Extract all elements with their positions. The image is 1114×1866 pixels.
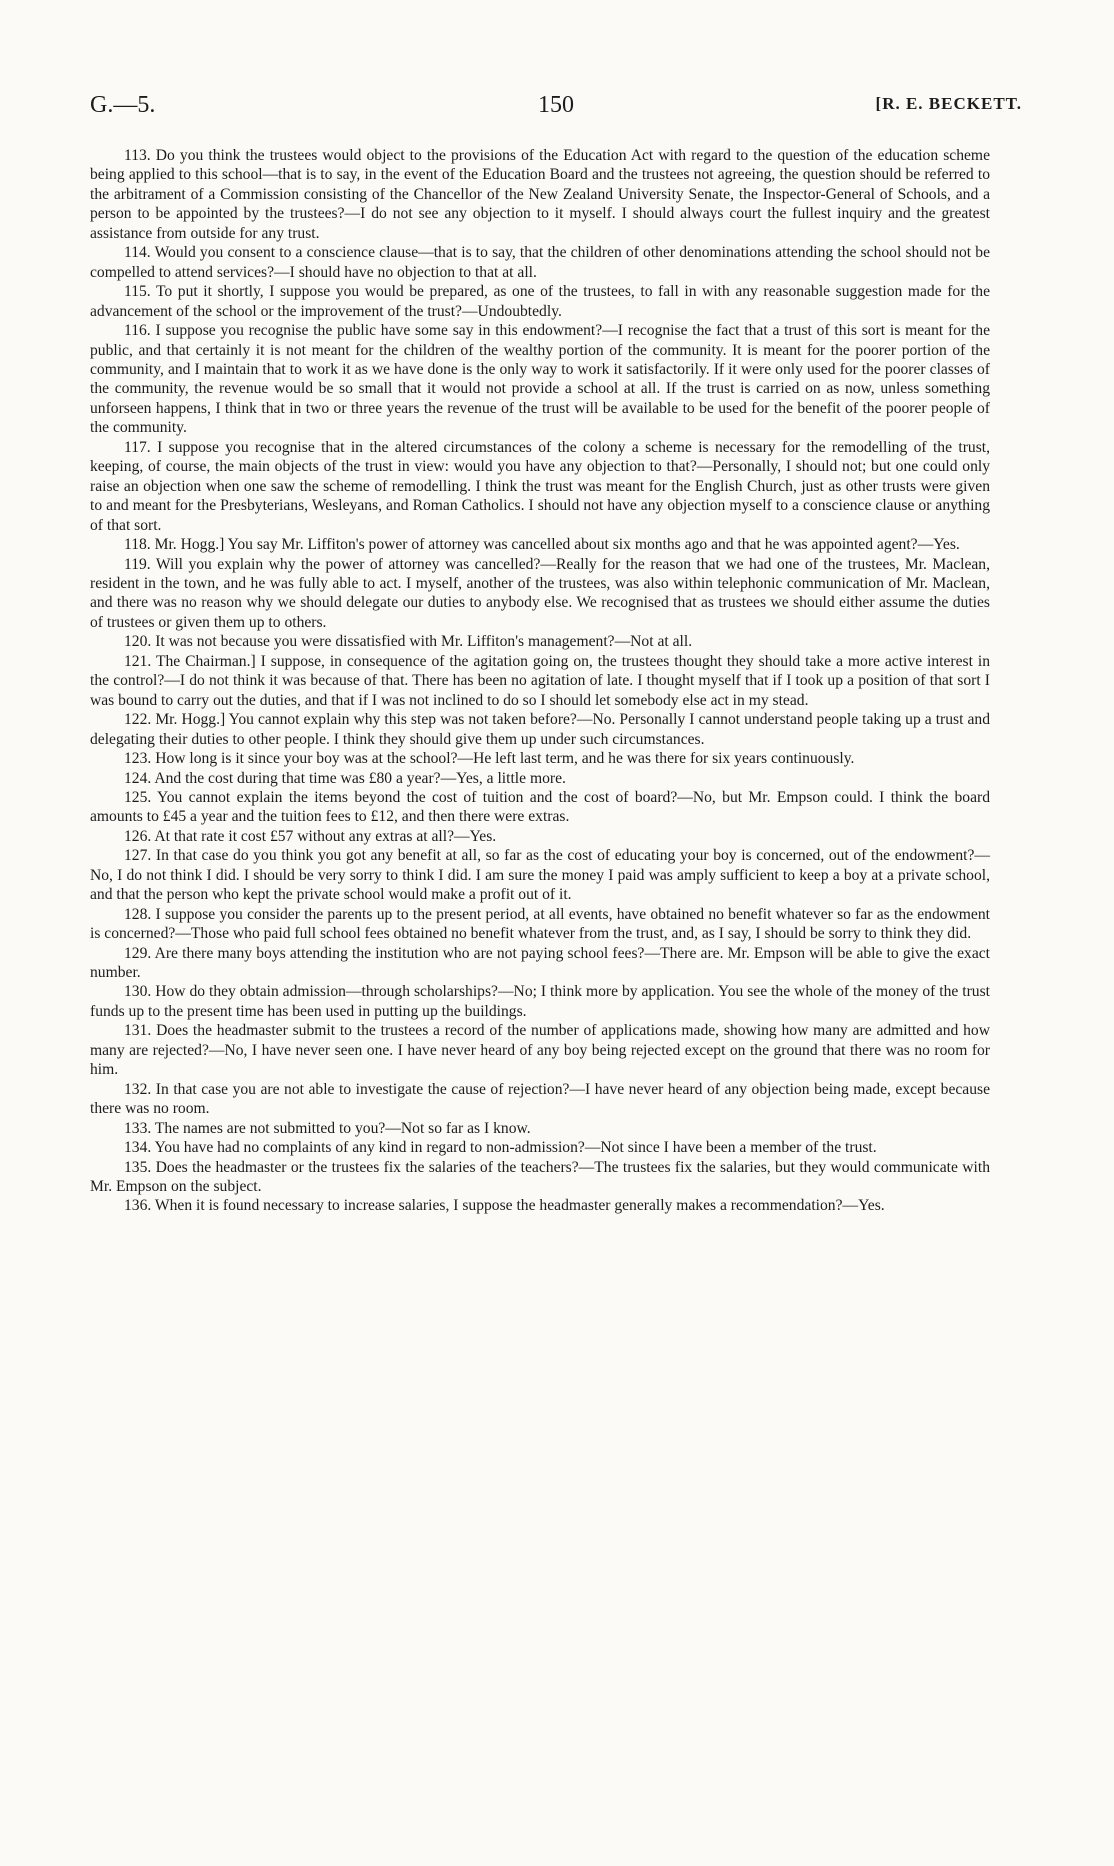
paragraph-128: 128. I suppose you consider the parents up to the present period, at all events, have obtained no benefit whatever so far as the endowment is concerned?—Those who paid full school fees obtained no benefit whatever from the trust, and, as I say, I should be sorry to think they did.	[90, 905, 990, 943]
paragraph-125: 125. You cannot explain the items beyond the cost of tuition and the cost of board?—No, but Mr. Empson could. I think the board amounts to £45 a year and the tuition fees to £12, and then there were extras.	[90, 788, 990, 826]
paragraph-135: 135. Does the headmaster or the trustees fix the salaries of the teachers?—The trustees fix the salaries, but they would communicate with Mr. Empson on the subject.	[90, 1158, 990, 1196]
paragraph-120: 120. It was not because you were dissatisfied with Mr. Liffiton's management?—Not at all.	[124, 633, 693, 651]
page-body	[90, 146, 990, 1216]
paragraph-126: 126. At that rate it cost £57 without any extras at all?—Yes.	[124, 827, 497, 845]
paragraph-133: 133. The names are not submitted to you?—Not so far as I know.	[124, 1119, 531, 1137]
paragraph-118: 118. Mr. Hogg.] You say Mr. Liffiton's power of attorney was cancelled about six months ago and that he was appointed agent?—Yes.	[124, 536, 960, 554]
page-header	[90, 92, 1022, 126]
paragraph-127: 127. In that case do you think you got any benefit at all, so far as the cost of educating your boy is concerned, out of the endowment?—No, I do not think I did. I should be very sorry to think I did. I am sure the money I paid was amply sufficient to keep a boy at a private school, and that the person who kept the private school would make a profit out of it.	[90, 847, 990, 904]
paragraph-113: 113. Do you think the trustees would object to the provisions of the Education Act with regard to the question of the education scheme being applied to this school—that is to say, in the event of the Education Board and the trustees not agreeing, the question should be referred to the arbitrament of a Commission consisting of the Chancellor of the New Zealand University Senate, the Inspector-General of Schools, and a person to be appointed by the trustees?—I do not see any objection to it myself. I should always court the fullest inquiry and the greatest assistance from outside for any trust.	[90, 147, 990, 242]
paragraph-117: 117. I suppose you recognise that in the altered circumstances of the colony a scheme is necessary for the remodelling of the trust, keeping, of course, the main objects of the trust in view: would you have any objection to that?—Personally, I should not; but one could only raise an objection when one saw the scheme of remodelling. I think the trust was meant for the English Church, just as other trusts were given to and meant for the Presbyterians, Wesleyans, and Roman Catholics. I should not have any objection myself to a conscience clause or anything of that sort.	[90, 438, 990, 534]
paragraph-132: 132. In that case you are not able to investigate the cause of rejection?—I have never heard of any objection being made, except because there was no room.	[90, 1080, 990, 1118]
witness-name: [R. E. BECKETT.	[875, 94, 1022, 113]
paragraph-131: 131. Does the headmaster submit to the trustees a record of the number of applications made, showing how many are admitted and how many are rejected?—No, I have never seen one. I have never heard of any boy being rejected except on the ground that there was no room for him.	[90, 1022, 990, 1079]
paragraph-122: 122. Mr. Hogg.] You cannot explain why this step was not taken before?—No. Personally I cannot understand people taking up a trust and delegating their duties to other people. I think they should give them up under such circumstances.	[90, 711, 990, 748]
paragraph-115: 115. To put it shortly, I suppose you would be prepared, as one of the trustees, to fall in with any reasonable suggestion made for the advancement of the school or the improvement of the trust?—Undoubtedly.	[90, 283, 990, 320]
paragraph-116: 116. I suppose you recognise the public have some say in this endowment?—I recognise the fact that a trust of this sort is meant for the public, and that certainly it is not meant for the children of the wealthy portion of the community. It is meant for the poorer portion of the community, and I maintain that to work it as we have done is the only way to work it satisfactorily. If it were only used for the poorer classes of the community, the revenue would be so small that it would not provide a school at all. If the trust is carried on as now, unless something unforseen happens, I think that in two or three years the revenue of the trust will be available to be used for the benefit of the poorer people of the community.	[90, 322, 990, 437]
paragraph-130: 130. How do they obtain admission—through scholarships?—No; I think more by application. You see the whole of the money of the trust funds up to the present time has been used in putting up the buildings.	[90, 983, 990, 1020]
paragraph-134: 134. You have had no complaints of any kind in regard to non-admission?—Not since I have been a member of the trust.	[124, 1139, 877, 1157]
paragraph-129: 129. Are there many boys attending the institution who are not paying school fees?—There are. Mr. Empson will be able to give the exact number.	[90, 944, 990, 982]
paragraph-119: 119. Will you explain why the power of attorney was cancelled?—Really for the reason that we had one of the trustees, Mr. Maclean, resident in the town, and he was fully able to act. I myself, another of the trustees, was also within telephonic communication of Mr. Maclean, and there was no reason why we should delegate our duties to anybody else. We recognised that as trustees we should either assume the duties of trustees or given them up to others.	[90, 555, 990, 631]
paragraph-136: 136. When it is found necessary to increase salaries, I suppose the headmaster generally makes a recommendation?—Yes.	[124, 1197, 885, 1215]
document-reference: G.—5.	[90, 92, 156, 118]
paragraph-123: 123. How long is it since your boy was at the school?—He left last term, and he was there for six years continuously.	[124, 750, 855, 768]
page-number: 150	[538, 92, 574, 118]
paragraph-114: 114. Would you consent to a conscience clause—that is to say, that the children of other denominations attending the school should not be compelled to attend services?—I should have no objection to that at all.	[90, 244, 990, 281]
paragraph-124: 124. And the cost during that time was £80 a year?—Yes, a little more.	[124, 769, 566, 787]
paragraph-121: 121. The Chairman.] I suppose, in consequence of the agitation going on, the trustees thought they should take a more active interest in the control?—I do not think it was because of that. There has been no agitation of late. I thought myself that if I took up a position of that sort I was bound to carry out the duties, and that if I was not inclined to do so I should let somebody else act in my stead.	[90, 652, 990, 709]
